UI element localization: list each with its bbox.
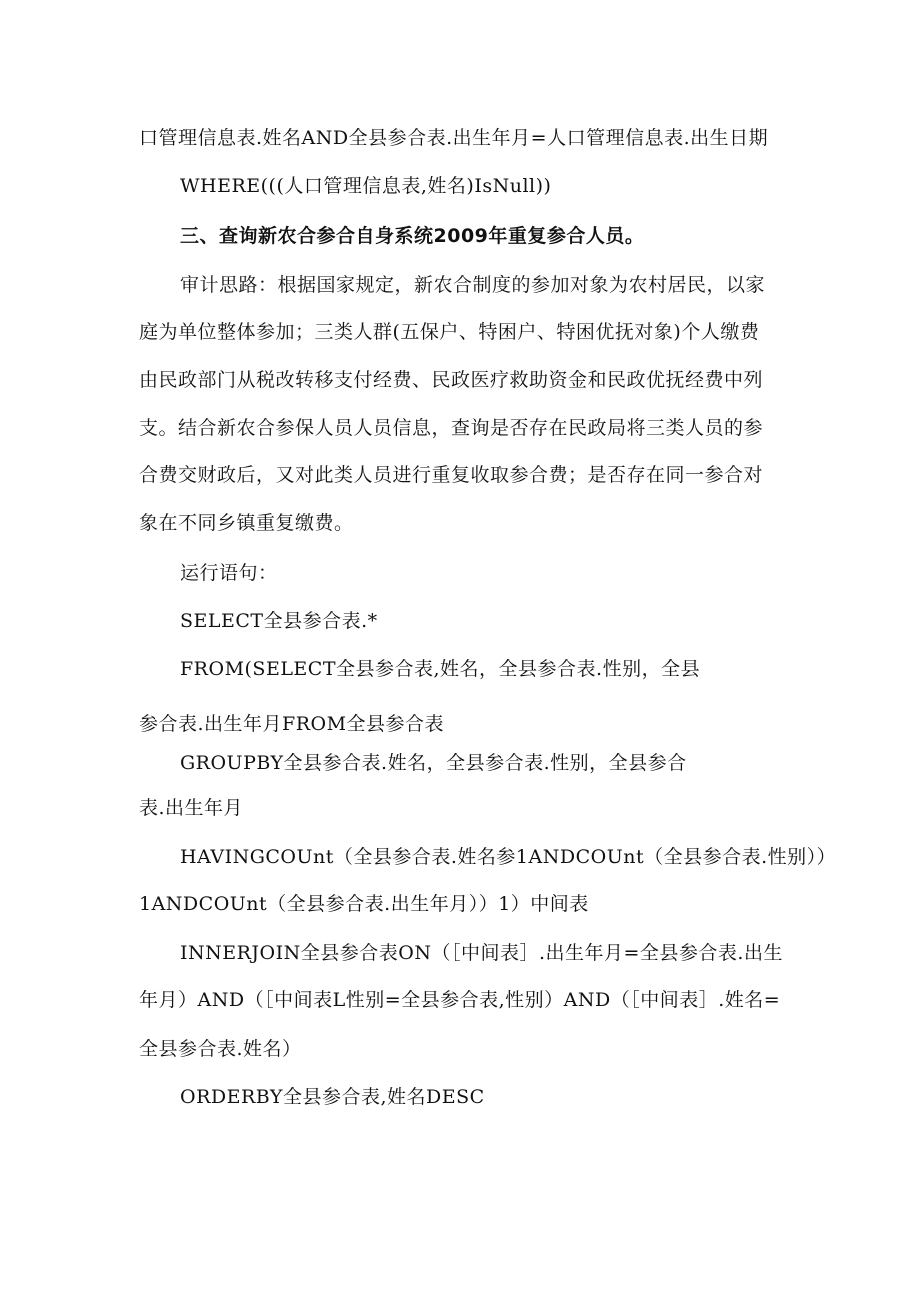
code-line-innerjoin-cont-1: 年月）AND（［中间表L性别=全县参合表,性别）AND（［中间表］.姓名= [139, 989, 781, 1011]
code-line-from: FROM(SELECT全县参合表,姓名，全县参合表.性别，全县 [180, 658, 701, 680]
text-line-1: 口管理信息表.姓名AND全县参合表.出生年月=人口管理信息表.出生日期 [139, 127, 769, 149]
code-line-having-cont: 1ANDCOUnt（全县参合表.出生年月））1）中间表 [139, 893, 589, 915]
code-line-groupby-cont: 表.出生年月 [139, 797, 244, 819]
paragraph-line-4: 支。结合新农合参保人员人员信息，查询是否存在民政局将三类人员的参 [139, 417, 764, 439]
code-line-where: WHERE(((人口管理信息表,姓名)IsNull)) [180, 175, 552, 197]
code-line-innerjoin-cont-2: 全县参合表.姓名） [139, 1038, 302, 1060]
code-line-from-cont: 参合表.出生年月FROM全县参合表 [139, 713, 445, 735]
section-heading: 三、查询新农合参合自身系统2009年重复参合人员。 [180, 225, 645, 247]
run-statement-label: 运行语句： [180, 562, 278, 584]
paragraph-line-5: 合费交财政后，又对此类人员进行重复收取参合费；是否存在同一参合对 [139, 464, 764, 486]
paragraph-line-3: 由民政部门从税改转移支付经费、民政医疗救助资金和民政优抚经费中列 [139, 369, 764, 391]
code-line-having: HAVINGCOUnt（全县参合表.姓名参1ANDCOUnt（全县参合表.性别）） [180, 846, 837, 868]
paragraph-line-1: 审计思路：根据国家规定，新农合制度的参加对象为农村居民，以家 [180, 274, 766, 296]
code-line-innerjoin: INNERJOIN全县参合表ON（［中间表］.出生年月=全县参合表.出生 [180, 942, 783, 964]
paragraph-line-2: 庭为单位整体参加；三类人群(五保户、特困户、特困优抚对象)个人缴费 [139, 321, 760, 343]
paragraph-line-6: 象在不同乡镇重复缴费。 [139, 512, 354, 534]
code-line-select: SELECT全县参合表.* [180, 610, 378, 632]
code-line-groupby: GROUPBY全县参合表.姓名，全县参合表.性别，全县参合 [180, 752, 687, 774]
code-line-orderby: ORDERBY全县参合表,姓名DESC [180, 1086, 485, 1108]
